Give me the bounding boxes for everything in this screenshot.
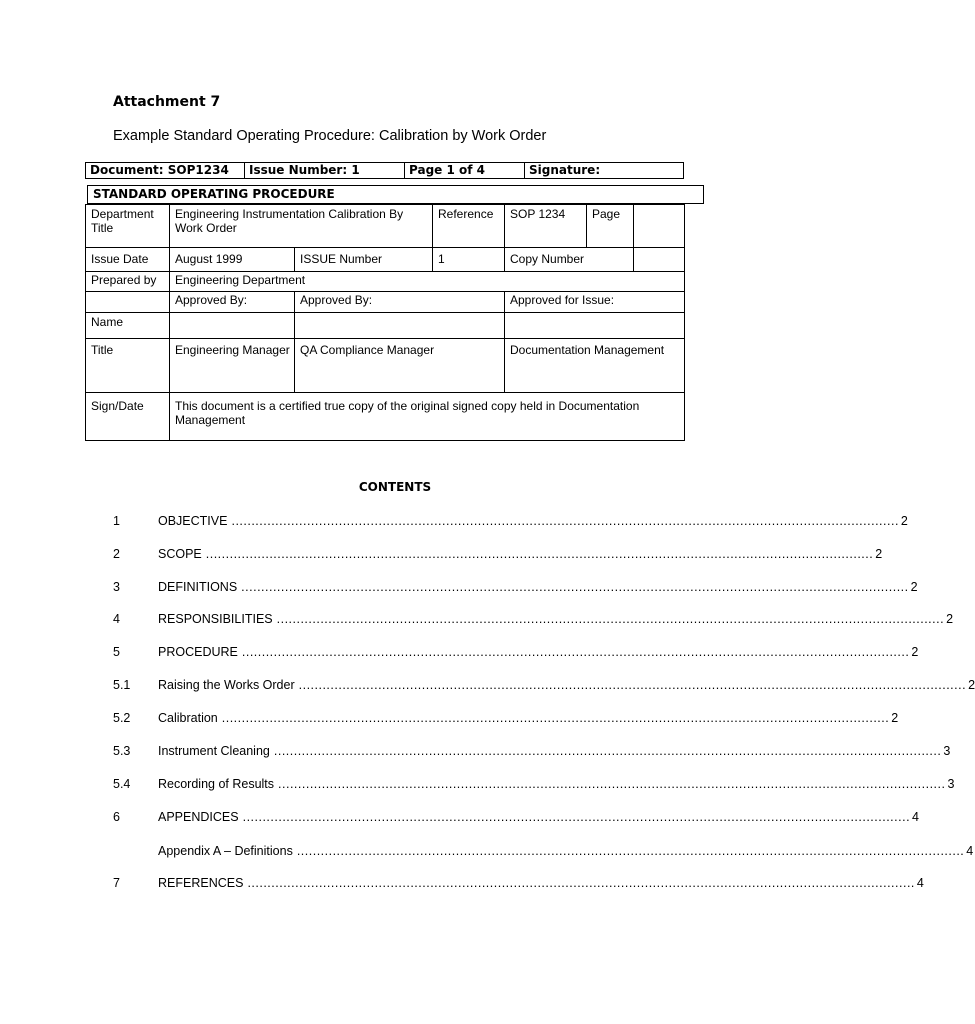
toc-leader-dots: ........................................................................................................................................................................ [242, 810, 911, 824]
toc-label: Appendix A – Definitions [158, 844, 293, 858]
attachment-heading: Attachment 7 [113, 94, 221, 110]
toc-leader-dots: ........................................................................................................................................................................ [298, 678, 967, 692]
toc-number: 5.2 [113, 711, 131, 725]
dept-title-label: Department Title [86, 205, 170, 248]
toc-entry [113, 611, 954, 627]
table-row [86, 393, 685, 441]
toc-entry [113, 579, 918, 595]
table-row [86, 313, 685, 339]
toc-page-number: 2 [968, 678, 975, 692]
toc-label: Calibration [158, 711, 218, 725]
table-row [86, 272, 685, 292]
issue-date-label: Issue Date [86, 248, 170, 272]
document-subheading: Example Standard Operating Procedure: Calibration by Work Order [113, 128, 547, 144]
toc-number: 4 [113, 612, 120, 626]
toc-page-number: 4 [912, 810, 919, 824]
toc-leader-dots: ........................................................................................................................................................................ [205, 547, 874, 561]
toc-number: 5.1 [113, 678, 131, 692]
toc-label: Recording of Results [158, 777, 275, 791]
contents-title: CONTENTS [358, 480, 432, 494]
toc-label: Raising the Works Order [158, 678, 295, 692]
empty-cell [86, 292, 170, 313]
signature-label: Signature: [524, 163, 679, 178]
sop-banner: STANDARD OPERATING PROCEDURE [87, 185, 704, 204]
toc-label: PROCEDURE [158, 645, 238, 659]
name-cell-2 [295, 313, 505, 339]
approved-by-1: Approved By: [170, 292, 295, 313]
toc-leader-dots: ........................................................................................................................................................................ [221, 711, 890, 725]
toc-label: OBJECTIVE [158, 514, 228, 528]
toc-entry [113, 710, 899, 726]
toc-label: RESPONSIBILITIES [158, 612, 273, 626]
toc-page-number: 4 [966, 844, 974, 858]
toc-leader-dots: ........................................................................................................................................................................ [278, 777, 946, 791]
table-row [86, 292, 685, 313]
copy-number-value [634, 248, 685, 272]
toc-page-number: 4 [916, 876, 924, 890]
toc-entry [113, 809, 919, 825]
toc-leader-dots: ........................................................................................................................................................................ [247, 876, 915, 890]
title-documentation-management: Documentation Management [505, 339, 685, 393]
prepared-by-value: Engineering Department [170, 272, 685, 292]
toc-number: 5 [113, 645, 120, 659]
toc-label: DEFINITIONS [158, 580, 238, 594]
toc-page-number: 2 [875, 547, 883, 561]
page-count: Page 1 of 4 [404, 163, 525, 178]
toc-number: 6 [113, 810, 120, 824]
toc-leader-dots: ........................................................................................................................................................................ [241, 645, 910, 659]
toc-entry [113, 677, 975, 693]
toc-page-number: 3 [943, 744, 951, 758]
toc-number: 3 [113, 580, 120, 594]
toc-page-number: 2 [891, 711, 899, 725]
toc-leader-dots: ........................................................................................................................................................................ [276, 612, 945, 626]
table-row [86, 205, 685, 248]
toc-number: 2 [113, 547, 120, 561]
toc-number: 5.4 [113, 777, 131, 791]
toc-entry [113, 546, 883, 562]
toc-entry [113, 743, 951, 759]
reference-label: Reference [433, 205, 505, 248]
name-cell-3 [505, 313, 685, 339]
approved-by-2: Approved By: [295, 292, 505, 313]
toc-leader-dots: ........................................................................................................................................................................ [273, 744, 942, 758]
toc-number: 1 [113, 514, 120, 528]
toc-leader-dots: ........................................................................................................................................................................ [231, 514, 899, 528]
toc-label: APPENDICES [158, 810, 239, 824]
toc-page-number: 2 [946, 612, 954, 626]
copy-number-label: Copy Number [505, 248, 634, 272]
toc-leader-dots: ........................................................................................................................................................................ [241, 580, 909, 594]
dept-title-value: Engineering Instrumentation Calibration By Work Order [170, 205, 433, 248]
approved-for-issue: Approved for Issue: [505, 292, 685, 313]
issue-number-label: ISSUE Number [295, 248, 433, 272]
toc-number: 5.3 [113, 744, 131, 758]
toc-page-number: 3 [947, 777, 955, 791]
prepared-by-label: Prepared by [86, 272, 170, 292]
page-label: Page [587, 205, 634, 248]
toc-page-number: 2 [910, 580, 918, 594]
toc-entry [113, 776, 955, 792]
sop-control-table [85, 204, 685, 441]
title-label: Title [86, 339, 170, 393]
document-info-strip [85, 162, 684, 179]
reference-value: SOP 1234 [505, 205, 587, 248]
toc-number: 7 [113, 876, 120, 890]
document-id: Document: SOP1234 [90, 163, 229, 177]
toc-label: Instrument Cleaning [158, 744, 270, 758]
toc-page-number: 2 [900, 514, 908, 528]
sign-date-label: Sign/Date [86, 393, 170, 441]
name-label: Name [86, 313, 170, 339]
sign-date-value: This document is a certified true copy of the original signed copy held in Documentation Management [170, 393, 685, 441]
issue-number: Issue Number: 1 [244, 163, 403, 178]
toc-entry [113, 875, 924, 891]
toc-entry [113, 644, 919, 660]
name-cell-1 [170, 313, 295, 339]
toc-entry [113, 513, 908, 529]
toc-leader-dots: ........................................................................................................................................................................ [296, 844, 965, 858]
issue-number-value: 1 [433, 248, 505, 272]
toc-label: REFERENCES [158, 876, 244, 890]
title-engineering-manager: Engineering Manager [170, 339, 295, 393]
table-row [86, 339, 685, 393]
title-qa-compliance-manager: QA Compliance Manager [295, 339, 505, 393]
toc-label: SCOPE [158, 547, 202, 561]
toc-entry [113, 843, 974, 859]
toc-page-number: 2 [911, 645, 919, 659]
page-value [634, 205, 685, 248]
table-row [86, 248, 685, 272]
issue-date-value: August 1999 [170, 248, 295, 272]
